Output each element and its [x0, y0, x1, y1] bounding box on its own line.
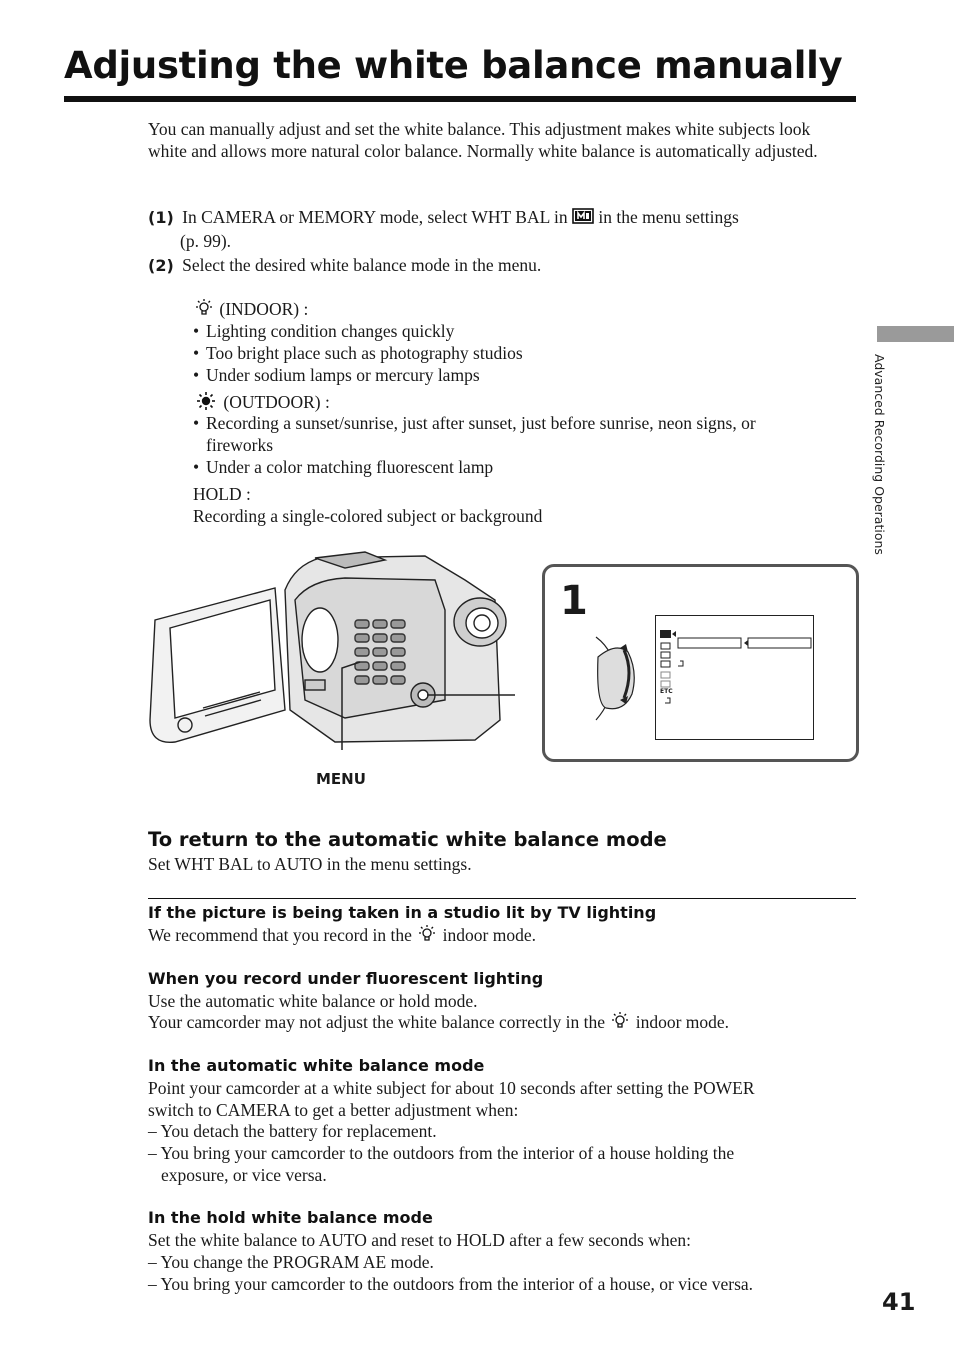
note-heading-tv: If the picture is being taken in a studio lit by TV lighting: [148, 903, 657, 922]
outdoor-bullet-continuation: fireworks: [206, 435, 274, 455]
camera-menu-icon: [572, 207, 594, 230]
step-2-text: Select the desired white balance mode in the menu.: [182, 255, 542, 275]
section-tab-label: Advanced Recording Operations: [872, 354, 887, 555]
note-text-fluorescent-2: Your camcorder may not adjust the white balance correctly in the indoor mode.: [148, 1011, 729, 1036]
outdoor-bullets-2: [193, 456, 853, 478]
return-text: Set WHT BAL to AUTO in the menu settings.: [148, 854, 472, 874]
note-text-tv: We recommend that you record in the indoor mode.: [148, 924, 536, 949]
return-heading: To return to the automatic white balance mode: [148, 828, 667, 851]
control-dial-icon: [586, 632, 646, 722]
step-1: [148, 206, 858, 230]
step-1-number: (1): [148, 208, 174, 227]
indoor-mode-label: (INDOOR) :: [193, 298, 308, 323]
step-1-text-b: in the menu settings: [598, 207, 739, 227]
step-1-text-c: (p. 99).: [180, 231, 232, 251]
indoor-bulb-icon: [609, 1011, 631, 1036]
note-text-hold-2: – You change the PROGRAM AE mode.: [148, 1252, 434, 1272]
note-text-auto-1: Point your camcorder at a white subject for about 10 seconds after setting the POWER: [148, 1078, 755, 1098]
note-text-auto-5: exposure, or vice versa.: [161, 1165, 327, 1185]
step-2: [148, 254, 858, 277]
list-item: • Under a color matching fluorescent lamp: [193, 456, 853, 478]
menu-label: MENU: [316, 770, 366, 788]
note-text-auto-2: switch to CAMERA to get a better adjustment when:: [148, 1100, 519, 1120]
page-title: Adjusting the white balance manually: [64, 44, 843, 87]
menu-screen-icons: [656, 616, 813, 739]
note-text-auto-4: – You bring your camcorder to the outdoors from the interior of a house holding the: [148, 1143, 735, 1163]
indoor-bullets: [193, 320, 853, 386]
note-heading-fluorescent: When you record under fluorescent lighting: [148, 969, 544, 988]
step-1-text-a: In CAMERA or MEMORY mode, select WHT BAL in: [182, 207, 568, 227]
note-text-fluorescent-1: Use the automatic white balance or hold mode.: [148, 991, 478, 1011]
list-item: • Too bright place such as photography studios: [193, 342, 853, 364]
note-heading-hold: In the hold white balance mode: [148, 1208, 433, 1227]
hold-mode-text: Recording a single-colored subject or background: [193, 506, 543, 526]
note-text-hold-1: Set the white balance to AUTO and reset to HOLD after a few seconds when:: [148, 1230, 691, 1250]
outdoor-mode-label: (OUTDOOR) :: [193, 391, 330, 416]
etc-label: ETC: [660, 688, 673, 695]
list-item: • Under sodium lamps or mercury lamps: [193, 364, 853, 386]
note-text-auto-3: – You detach the battery for replacement.: [148, 1121, 437, 1141]
list-item: • Recording a sunset/sunrise, just after sunset, just before sunrise, neon signs, or: [193, 412, 853, 434]
section-divider: [148, 898, 856, 899]
intro-paragraph: You can manually adjust and set the white balance. This adjustment makes white subjects look white and allows more natural color balance. Normally white balance is automatically adjusted.: [148, 119, 818, 161]
page-number: 41: [882, 1288, 916, 1316]
title-rule: [64, 96, 856, 102]
list-item: • Lighting condition changes quickly: [193, 320, 853, 342]
camcorder-illustration: [145, 550, 515, 750]
section-tab-marker: [877, 326, 954, 342]
note-text-hold-3: – You bring your camcorder to the outdoors from the interior of a house, or vice versa.: [148, 1274, 754, 1294]
menu-screen: [655, 615, 814, 740]
step-2-number: (2): [148, 256, 174, 275]
outdoor-bullets: [193, 412, 853, 434]
note-heading-auto: In the automatic white balance mode: [148, 1056, 485, 1075]
figure-step-number: 1: [560, 578, 588, 624]
indoor-bulb-icon: [416, 924, 438, 949]
hold-mode-label: HOLD :: [193, 484, 251, 504]
